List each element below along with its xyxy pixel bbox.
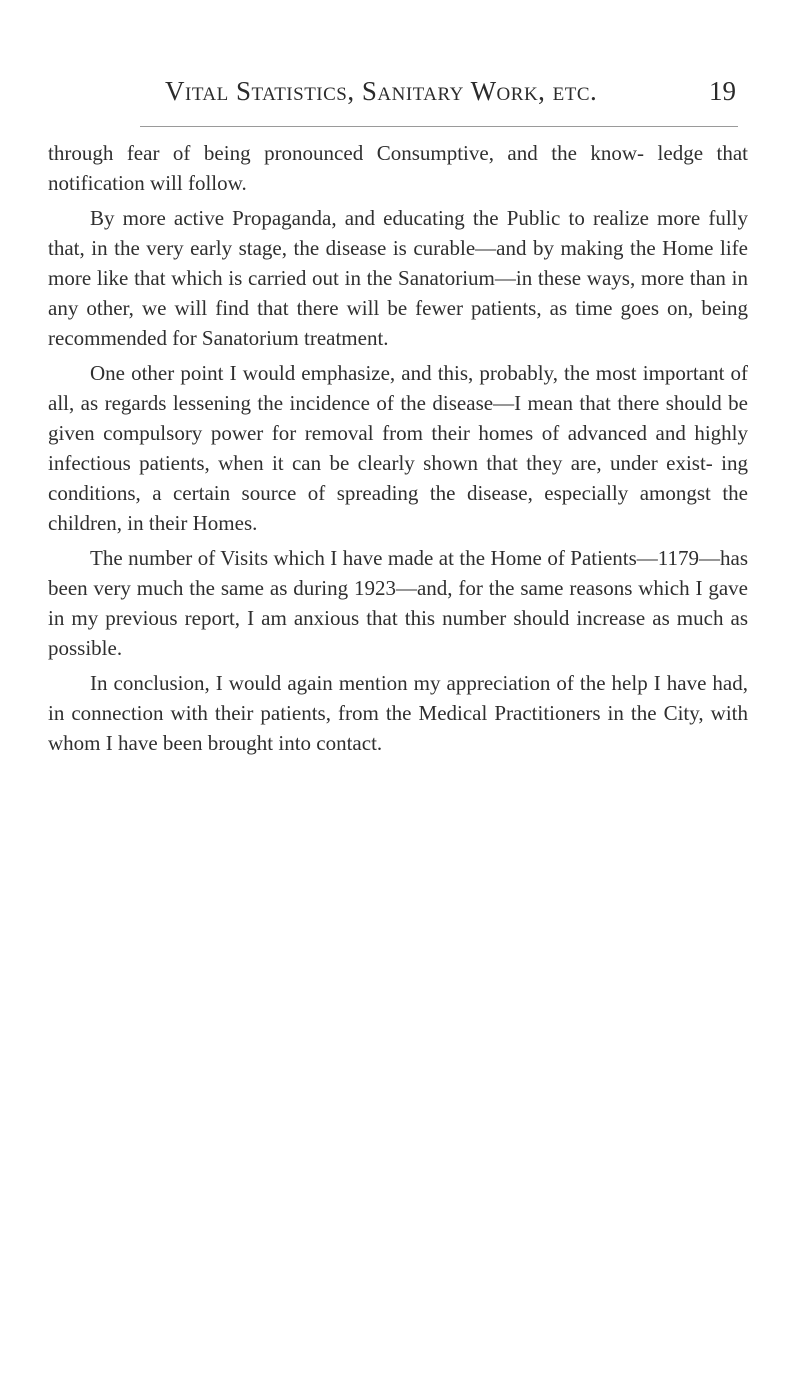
paragraph-visits: The number of Visits which I have made at the Home of Patients—1179—has been very much the same as during 1923—and, for the same reasons which I gave in my previous report, I am anxious that this number should increase as much as possible. [48,546,748,660]
page-header [140,76,736,110]
paragraph-conclusion: In conclusion, I would again mention my appreciation of the help I have had, in connection with their patients, from the Medical Practitioners in the City, with whom I have been brought into contact. [48,671,748,755]
paragraph-propaganda: By more active Propaganda, and educating the Public to realize more fully that, in the very early stage, the disease is curable—and by making the Home life more like that which is carried out in the Sanatorium—in these ways, more than in any other, we will find that there will be fewer patients, as time goes on, being recommended for Sanatorium treatment. [48,206,748,350]
paragraph-compulsory-removal: One other point I would emphasize, and this, probably, the most important of all, as regards lessening the incidence of the disease—I mean that there should be given compulsory power for removal from their homes of advanced and highly infectious patients, when it can be clearly shown that they are, under exist- ing conditions, a certain source of spreading the disease, especially amongst the children, in their Homes. [48,361,748,535]
paragraph-continued: through fear of being pronounced Consumptive, and the know- ledge that notification will follow. [48,141,748,195]
body-text [48,138,748,763]
header-rule [140,126,738,127]
running-title: Vital Statistics, Sanitary Work, etc. [165,76,598,106]
page-number: 19 [709,76,736,106]
